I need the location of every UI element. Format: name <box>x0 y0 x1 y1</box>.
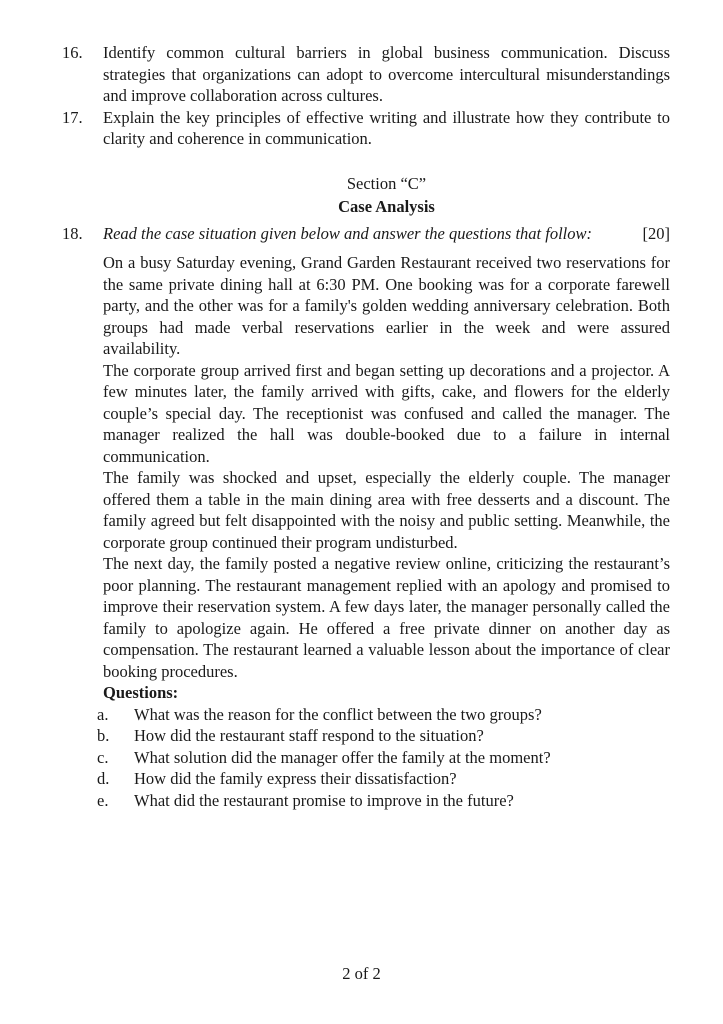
question-text: Identify common cultural barriers in global business communication. Discuss strategies that organizations can adopt to overcome intercultural misunderstandings and improve collaboration across cultures. <box>103 43 670 105</box>
marks-badge: [20] <box>642 223 670 243</box>
sub-question-b <box>97 725 670 747</box>
case-instruction: Read the case situation given below and answer the questions that follow: <box>103 223 592 243</box>
sub-question-text: What solution did the manager offer the family at the moment? <box>134 747 551 767</box>
sub-question-letter: d. <box>97 769 110 788</box>
case-paragraph: The next day, the family posted a negative review online, criticizing the restaurant’s poor planning. The restaurant management replied with an apology and promised to improve their reservation system. A few days later, the manager personally called the family to apologize again. He offered a free private dinner on another day as compensation. The restaurant learned a valuable lesson about the importance of clear booking procedures. <box>103 554 670 681</box>
sub-question-c <box>97 747 670 769</box>
page-content <box>62 42 670 811</box>
sub-question-text: How did the restaurant staff respond to the situation? <box>134 726 484 745</box>
page-number-footer: 2 of 2 <box>342 964 381 983</box>
case-paragraph: The corporate group arrived first and began setting up decorations and a projector. A few minutes later, the family arrived with gifts, cake, and flowers for the elderly couple’s special day. The receptionist was confused and called the manager. The manager realized the hall was double-booked due to a failure in internal communication. <box>103 360 670 466</box>
case-paragraph: On a busy Saturday evening, Grand Garden Restaurant received two reservations for the same private dining hall at 6:30 PM. One booking was for a corporate farewell party, and the other was for a family's golden wedding anniversary celebration. Both groups had made verbal reservations earlier in the week and were assured availability. <box>103 253 670 358</box>
case-paragraph: The family was shocked and upset, especially the elderly couple. The manager offered them a table in the main dining area with free desserts and a discount. The family agreed but felt disappointed with the noisy and public setting. Meanwhile, the corporate group continued their program undisturbed. <box>103 468 670 552</box>
exam-question-16 <box>62 42 670 107</box>
exam-question-18 <box>62 223 670 245</box>
question-text: Explain the key principles of effective writing and illustrate how they contribute to clarity and coherence in communication. <box>103 107 670 148</box>
exam-question-17 <box>62 107 670 150</box>
sub-question-letter: c. <box>97 747 109 767</box>
question-18-line <box>103 223 670 245</box>
question-number: 16. <box>62 43 83 62</box>
section-title: Section “C” <box>346 173 427 193</box>
case-study-body <box>97 252 670 811</box>
sub-question-letter: b. <box>97 726 110 745</box>
section-subtitle: Case Analysis <box>338 196 435 216</box>
sub-question-letter: e. <box>97 790 109 810</box>
sub-question-a <box>97 704 670 726</box>
sub-question-e <box>97 790 670 812</box>
section-heading <box>103 172 670 218</box>
sub-question-text: What was the reason for the conflict between the two groups? <box>134 704 542 724</box>
question-number: 17. <box>62 107 83 127</box>
sub-question-text: How did the family express their dissatisfaction? <box>134 769 457 788</box>
question-number: 18. <box>62 223 83 243</box>
sub-question-letter: a. <box>97 704 109 724</box>
questions-heading: Questions: <box>103 683 179 702</box>
sub-question-d <box>97 768 670 790</box>
sub-question-text: What did the restaurant promise to improve in the future? <box>134 790 514 810</box>
